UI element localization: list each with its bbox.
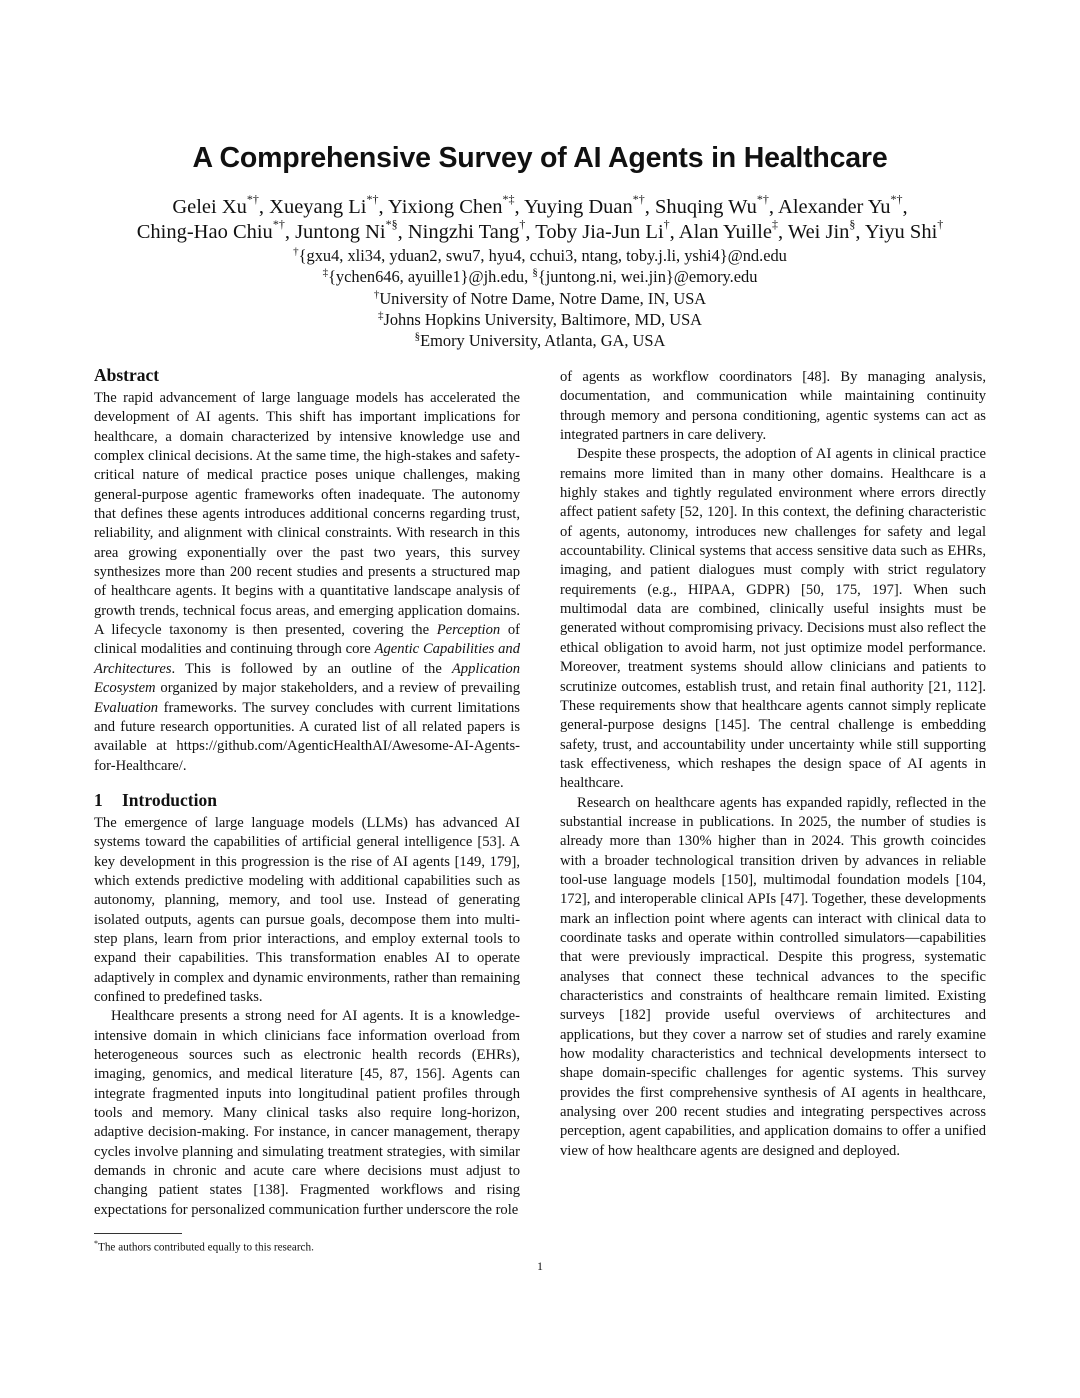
- author: Gelei Xu*†,: [172, 192, 270, 218]
- intro-paragraph-4: Research on healthcare agents has expanded rapidly, reflected in the substantial increase in publications. In 2025, the number of studies is already more than 130% higher than in 2024. This growth coincides with a broader technological transition driven by advances in reliable tool-use language models [150], multimodal foundation models [104, 172], and interoperable clinical APIs [47]. Together, these developments mark an inflection point where agents can interact with clinical data to coordinate tasks and operate within controlled simulators—capabilities that were previously impractical. Despite this progress, systematic analyses that connect these technical advances to the specific characteristics and constraints of healthcare remain limited. Existing surveys [182] provide useful overviews of architectures and applications, but they cover a narrow set of studies and rarely examine how modality characteristics and technical developments intersect to shape domain-specific challenges for agentic systems. This survey provides the first comprehensive synthesis of AI agents in healthcare, analysing over 200 recent studies and integrating perspectives across perception, agent capabilities, and application domains to offer a unified view of how healthcare agents are designed and deployed.: [560, 794, 986, 1159]
- page-number: 1: [537, 1259, 543, 1273]
- author: Juntong Ni*§,: [295, 217, 408, 243]
- author: Shuqing Wu*†,: [655, 192, 779, 218]
- intro-paragraph-2: Healthcare presents a strong need for AI agents. It is a knowledge-intensive domain in which clinicians face information overload from heterogeneous sources such as electronic health records (EHRs), imaging, genomics, and medical literature [45, 87, 156]. Agents can integrate fragmented inputs into longitudinal patient profiles through tools and memory. Many clinical tasks also require long-horizon, adaptive decision-making. For instance, in cancer management, therapy cycles involve planning and simulating treatment strategies, with similar demands in chronic and acute care where decisions must adjust to changing patient states [138]. Fragmented workflows and rising expectations for personalized communication further underscore the role: [94, 1008, 520, 1218]
- affiliations: [60, 245, 1020, 351]
- left-column: [94, 364, 520, 1220]
- intro-paragraph-1: The emergence of large language models (LLMs) has advanced AI systems toward the capabilities of artificial general intelligence [53]. A key development in this progression is the rise of AI agents [149, 179], which extends predictive modeling with additional capabilities such as autonomy, planning, memory, and tool use. Instead of generating isolated outputs, agents can pursue goals, decompose them into multi-step plans, learn from prior interactions, and employ external tools to expand their capabilities. This transformation enables AI to operate adaptively in complex and dynamic environments, rather than remaining confined to predefined tasks.: [94, 814, 520, 1005]
- footnote-divider: [94, 1233, 182, 1234]
- email-line: †{gxu4, xli34, yduan2, swu7, hyu4, cchui3, ntang, toby.j.li, yshi4}@nd.edu: [293, 245, 787, 265]
- footnote: *The authors contributed equally to this research.: [94, 1239, 314, 1254]
- section-heading: 1 Introduction: [94, 789, 217, 810]
- author-list: [60, 192, 1020, 245]
- author: Ningzhi Tang†,: [407, 217, 536, 243]
- right-column: [560, 368, 986, 1161]
- email-line: ‡{ychen646, ayuille1}@jh.edu, §{juntong.ni, wei.jin}@emory.edu: [322, 266, 758, 287]
- author: Xueyang Li*†,: [269, 192, 389, 218]
- intro-paragraph-2-continued: of agents as workflow coordinators [48]. By managing analysis, documentation, and communication while maintaining continuity through memory and persona conditioning, agentic systems can act as integrated partners in care delivery.: [560, 369, 986, 444]
- author: Yixiong Chen*‡,: [388, 192, 524, 218]
- abstract-text: The rapid advancement of large language models has accelerated the development of AI agents. This shift has important implications for healthcare, a domain characterized by intensive knowledge use and complex clinical decisions. At the same time, the high-stakes and safety-critical nature of medical practice poses unique challenges, making general-purpose agentic frameworks often inadequate. The autonomy that defines these agents introduces additional concerns regarding trust, reliability, and alignment with clinical constraints. With research in this area growing exponentially over the past two years, this survey synthesizes more than 200 recent studies and presents a structured map of healthcare agents. It begins with a quantitative landscape analysis of growth trends, technical focus areas, and emerging application domains. A lifecycle taxonomy is then presented, covering the Perception of clinical modalities and continuing through core Agentic Capabilities and Architectures. This is followed by an outline of the Application Ecosystem organized by major stakeholders, and a review of prevailing Evaluation frameworks. The survey concludes with current limitations and future research opportunities. A curated list of all related papers is available at https://github.com/AgenticHealthAI/Awesome-AI-Agents-for-Healthcare/.: [94, 390, 520, 774]
- author: Ching-Hao Chiu*†,: [136, 217, 296, 243]
- institution-line: ‡Johns Hopkins University, Baltimore, MD, USA: [377, 309, 703, 329]
- institution-line: §Emory University, Atlanta, GA, USA: [414, 330, 666, 351]
- institution-line: †University of Notre Dame, Notre Dame, IN, USA: [373, 288, 707, 308]
- author: Toby Jia-Jun Li†,: [535, 217, 679, 243]
- author: Alexander Yu*†,: [778, 192, 908, 218]
- abstract-heading: Abstract: [94, 365, 160, 385]
- author: Yuying Duan*†,: [523, 192, 655, 218]
- paper-title: A Comprehensive Survey of AI Agents in Healthcare: [192, 142, 888, 174]
- author: Alan Yuille‡,: [678, 217, 788, 243]
- author: Wei Jin§,: [787, 217, 865, 243]
- author: Yiyu Shi†: [864, 217, 944, 243]
- intro-paragraph-3: Despite these prospects, the adoption of AI agents in clinical practice remains more limited than in many other domains. Healthcare is a highly stakes and tightly regulated environment where errors directly affect patient safety [52, 120]. In this context, the defining characteristic of agents, autonomy, introduces new challenges for safety and legal accountability. Clinical systems that access sensitive data such as EHRs, imaging, and patient dialogues must comply with strict regulatory requirements (e.g., HIPAA, GDPR) [50, 175, 197]. When such multimodal data are combined, clinically useful insights must be generated without compromising privacy. Decisions must also reflect the ethical obligation to avoid harm, not just optimize model performance. Moreover, treatment systems should allow clinicians and patients to scrutinize outcomes, establish trust, and retain final authority [21, 112]. These requirements show that healthcare agents cannot simply replicate general-purpose designs [145]. The central challenge is embedding safety, trust, and accountability under uncertainty while still supporting task effectiveness, which reshapes the design space of AI agents in healthcare.: [560, 446, 986, 792]
